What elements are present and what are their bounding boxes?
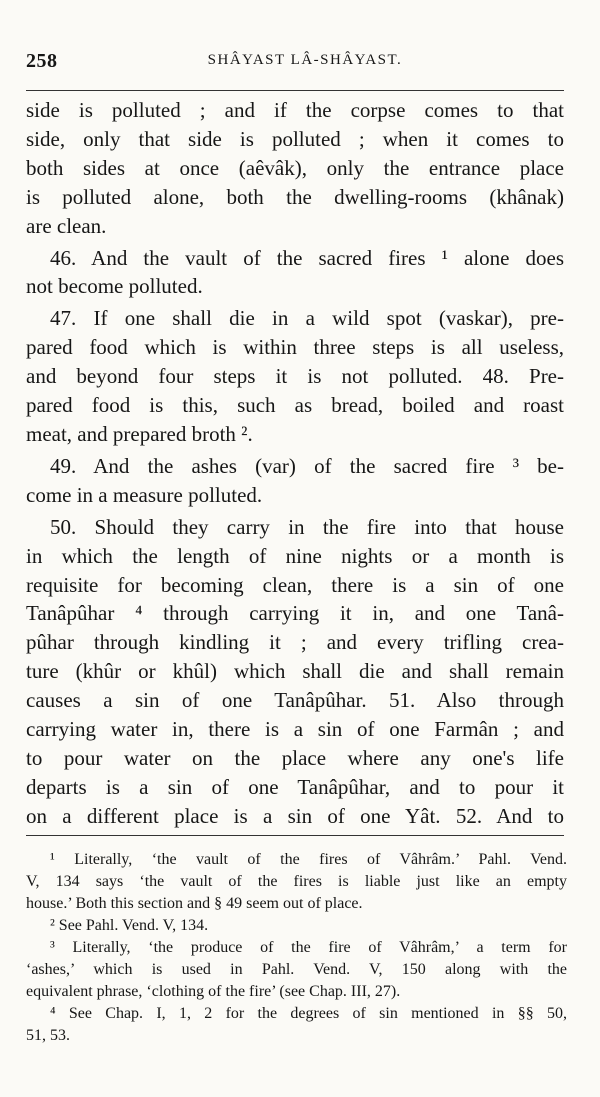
footnote-2 [26,915,567,937]
body-line: 49. And the ashes (var) of the sacred fire ³ be- [50,453,564,478]
footnote-line: ¹ Literally, ‘the vault of the fires of Vâhrâm.’ Pahl. Vend. [50,851,567,868]
body-line: in which the length of nine nights or a month is [26,543,564,568]
body-line: 47. If one shall die in a wild spot (vaskar), pre- [50,306,564,331]
footnote-rule [26,835,564,836]
body-line: 50. Should they carry in the fire into that house [50,514,564,539]
body-line: pared food is this, such as bread, boiled and roast [26,393,564,418]
body-line: on a different place is a sin of one Yât. 52. And to [26,803,564,828]
body-line: pared food which is within three steps is all useless, [26,335,564,360]
body-line: both sides at once (aêvâk), only the entrance place [26,155,564,180]
footnote-line: V, 134 says ‘the vault of the fires is liable just like an empty [26,873,567,890]
footnote-line: equivalent phrase, ‘clothing of the fire’ (see Chap. III, 27). [26,983,401,1000]
footnote-line: ² See Pahl. Vend. V, 134. [50,917,209,934]
footnote-3 [26,937,567,1003]
body-line: carrying water in, there is a sin of one Farmân ; and [26,717,564,742]
body-line: to pour water on the place where any one's life [26,745,564,770]
body-line: ture (khûr or khûl) which shall die and shall remain [26,659,564,684]
body-line: departs is a sin of one Tanâpûhar, and to pour it [26,774,564,799]
body-line: not become polluted. [26,274,203,299]
page-header [26,50,564,74]
body-line: and beyond four steps it is not polluted. 48. Pre- [26,364,564,389]
body-line: causes a sin of one Tanâpûhar. 51. Also through [26,688,564,713]
running-head: SHÂYAST LÂ-SHÂYAST. [207,52,403,68]
body-line: requisite for becoming clean, there is a sin of one [26,572,564,597]
footnote-line: ‘ashes,’ which is used in Pahl. Vend. V, 150 along with the [26,961,567,978]
footnote-line: house.’ Both this section and § 49 seem out of place. [26,895,363,912]
footnotes [26,849,567,1047]
footnote-1 [26,849,567,915]
body-line: 46. And the vault of the sacred fires ¹ alone does [50,245,564,270]
body-line: side, only that side is polluted ; when it comes to [26,126,564,151]
body-line: come in a measure polluted. [26,482,263,507]
body-line: Tanâpûhar ⁴ through carrying it in, and one Tanâ- [26,601,564,626]
footnote-line: 51, 53. [26,1027,70,1044]
body-text [26,96,564,831]
header-rule [26,90,564,91]
body-line: pûhar through kindling it ; and every trifling crea- [26,630,564,655]
body-line: meat, and prepared broth ². [26,421,253,446]
footnote-4 [26,1003,567,1047]
footnote-line: ³ Literally, ‘the produce of the fire of Vâhrâm,’ a term for [50,939,567,956]
body-line: are clean. [26,213,107,238]
body-line: is polluted alone, both the dwelling-rooms (khânak) [26,184,564,209]
footnote-line: ⁴ See Chap. I, 1, 2 for the degrees of sin mentioned in §§ 50, [50,1005,567,1022]
page-number: 258 [26,50,58,72]
body-line: side is polluted ; and if the corpse comes to that [26,98,564,122]
